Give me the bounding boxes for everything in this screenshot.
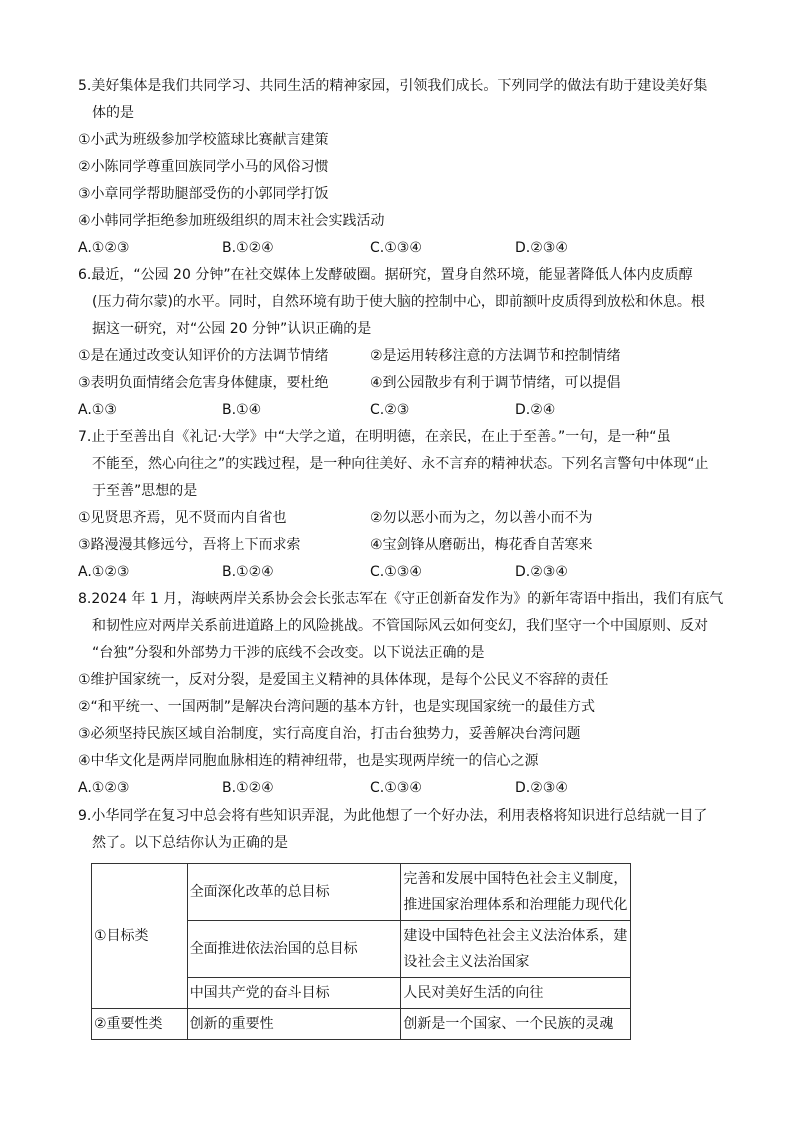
q7-option-d: D.②③④	[515, 564, 568, 580]
item-cell: 创新的重要性	[187, 1009, 401, 1040]
q8-item-3: ③必须坚持民族区域自治制度，实行高度自治，打击台独势力，妥善解决台湾问题	[78, 726, 581, 742]
item-cell: 全面推进依法治国的总目标	[187, 921, 401, 978]
q8-stem-line-1: 8.2024 年 1 月，海峡两岸关系协会会长张志军在《守正创新奋发作为》的新年寄语中指出，我们有底气	[78, 591, 724, 607]
q8-stem-line-3: “台独”分裂和外部势力干涉的底线不会改变。以下说法正确的是	[92, 645, 485, 661]
table-row	[92, 1009, 631, 1040]
q6-item-4: ④到公园散步有利于调节情绪，可以提倡	[370, 375, 621, 391]
q7-item-1: ①见贤思齐焉，见不贤而内自省也	[78, 510, 287, 526]
q9-stem-line-1: 9.小华同学在复习中总会将有些知识弄混，为此他想了一个好办法，利用表格将知识进行总结就一目了	[78, 808, 708, 824]
q6-option-c: C.②③	[370, 402, 410, 418]
q7-item-2: ②勿以恶小而为之，勿以善小而不为	[370, 510, 593, 526]
q7-option-a: A.①②③	[78, 564, 130, 580]
item-cell: 全面深化改革的总目标	[187, 864, 401, 921]
q6-item-1: ①是在通过改变认知评价的方法调节情绪	[78, 348, 329, 364]
category-importance: ②重要性类	[92, 1009, 188, 1040]
q8-option-b: B.①②④	[222, 780, 274, 796]
q7-option-b: B.①②④	[222, 564, 274, 580]
table-row	[92, 864, 631, 921]
q5-option-a: A.①②③	[78, 240, 130, 256]
q7-stem-line-1: 7.止于至善出自《礼记·大学》中“大学之道，在明明德，在亲民，在止于至善。”一句，是一种“虽	[78, 429, 671, 445]
q8-item-1: ①维护国家统一，反对分裂，是爱国主义精神的具体体现，是每个公民义不容辞的责任	[78, 672, 609, 688]
q5-option-d: D.②③④	[515, 240, 568, 256]
q6-option-d: D.②④	[515, 402, 556, 418]
q6-option-b: B.①④	[222, 402, 262, 418]
category-goals: ①目标类	[92, 864, 188, 1009]
description-cell: 人民对美好生活的向往	[401, 978, 631, 1009]
q7-option-c: C.①③④	[370, 564, 422, 580]
q8-item-4: ④中华文化是两岸同胞血脉相连的精神纽带，也是实现两岸统一的信心之源	[78, 753, 539, 769]
q6-item-3: ③表明负面情绪会危害身体健康，要杜绝	[78, 375, 329, 391]
q6-item-2: ②是运用转移注意的方法调节和控制情绪	[370, 348, 621, 364]
description-line: 建设中国特色社会主义法治体系，建	[403, 928, 628, 944]
q5-option-b: B.①②④	[222, 240, 274, 256]
q8-item-2: ②“和平统一、一国两制”是解决台湾问题的基本方针，也是实现国家统一的最佳方式	[78, 699, 596, 715]
q5-stem-line-1: 5.美好集体是我们共同学习、共同生活的精神家园，引领我们成长。下列同学的做法有助于建设美好集	[78, 78, 708, 94]
q5-item-1: ①小武为班级参加学校篮球比赛献言建策	[78, 132, 329, 148]
q8-stem-line-2: 和韧性应对两岸关系前进道路上的风险挑战。不管国际风云如何变幻，我们坚守一个中国原则、反对	[92, 618, 708, 634]
q5-stem-line-2: 体的是	[92, 105, 134, 121]
q7-item-4: ④宝剑锋从磨砺出，梅花香自苦寒来	[370, 537, 593, 553]
description-cell: 创新是一个国家、一个民族的灵魂	[401, 1009, 631, 1040]
q8-option-d: D.②③④	[515, 780, 568, 796]
q6-stem-line-1: 6.最近，“公园 20 分钟”在社交媒体上发酵破圈。据研究，置身自然环境，能显著降低人体内皮质醇	[78, 267, 693, 283]
q5-item-2: ②小陈同学尊重回族同学小马的风俗习惯	[78, 159, 329, 175]
q7-stem-line-2: 不能至，然心向往之”的实践过程，是一种向往美好、永不言弃的精神状态。下列名言警句中体现“止	[92, 456, 709, 472]
description-line: 完善和发展中国特色社会主义制度，	[403, 871, 628, 887]
q6-stem-line-2: (压力荷尔蒙)的水平。同时，自然环境有助于使大脑的控制中心，即前额叶皮质得到放松和休息。根	[92, 294, 705, 310]
q9-stem-line-2: 然了。以下总结你认为正确的是	[92, 835, 288, 851]
description-cell	[401, 864, 631, 921]
q7-item-3: ③路漫漫其修远兮，吾将上下而求索	[78, 537, 301, 553]
q5-item-3: ③小章同学帮助腿部受伤的小郭同学打饭	[78, 186, 329, 202]
q6-stem-line-3: 据这一研究，对“公园 20 分钟”认识正确的是	[92, 321, 372, 337]
description-cell	[401, 921, 631, 978]
q8-option-a: A.①②③	[78, 780, 130, 796]
q8-option-c: C.①③④	[370, 780, 422, 796]
q7-stem-line-3: 于至善”思想的是	[92, 483, 198, 499]
q9-summary-table	[91, 863, 631, 1040]
description-line: 推进国家治理体系和治理能力现代化	[403, 897, 628, 913]
q6-option-a: A.①③	[78, 402, 117, 418]
q5-item-4: ④小韩同学拒绝参加班级组织的周末社会实践活动	[78, 213, 385, 229]
q5-option-c: C.①③④	[370, 240, 422, 256]
description-line: 设社会主义法治国家	[403, 954, 530, 970]
item-cell: 中国共产党的奋斗目标	[187, 978, 401, 1009]
